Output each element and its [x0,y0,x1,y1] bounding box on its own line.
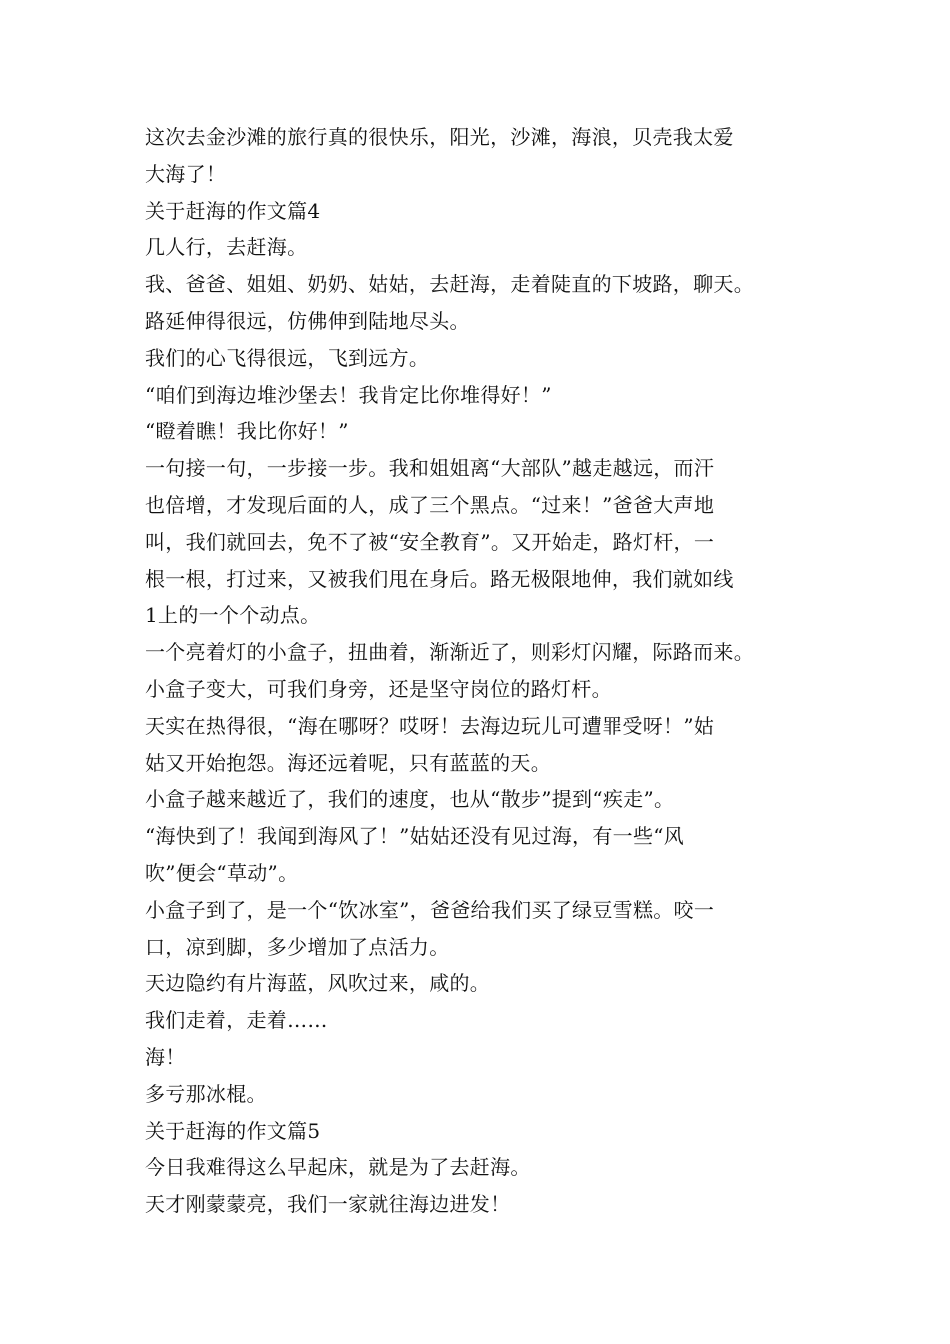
text-line: 路延伸得很远，仿佛伸到陆地尽头。 [145,308,470,333]
text-line: 多亏那冰棍。 [145,1081,267,1106]
text-line: 大海了！ [145,161,227,186]
text-line: 这次去金沙滩的旅行真的很快乐，阳光，沙滩，海浪，贝壳我太爱 [145,125,734,149]
text-line: “咱们到海边堆沙堡去！我肯定比你堆得好！” [145,382,552,407]
text-line: 一个亮着灯的小盒子，扭曲着，渐渐近了，则彩灯闪耀，际路而来。 [145,640,754,665]
text-line: 天才刚蒙蒙亮，我们一家就往海边进发！ [145,1192,511,1217]
text-line: 根一根，打过来，又被我们甩在身后。路无极限地伸，我们就如线 [145,566,734,591]
text-line: 天实在热得很，“海在哪呀？哎呀！去海边玩儿可遭罪受呀！”姑 [145,713,715,738]
text-line: 一句接一句，一步接一步。我和姐姐离“大部队”越走越远，而汗 [145,456,715,481]
text-line: “瞪着瞧！我比你好！” [145,419,349,444]
text-line: 小盒子到了，是一个“饮冰室”，爸爸给我们买了绿豆雪糕。咬一 [145,897,715,922]
section-heading: 关于赶海的作文篇4 [145,198,321,223]
text-line: 今日我难得这么早起床，就是为了去赶海。 [145,1155,531,1180]
text-line: “海快到了！我闻到海风了！”姑姑还没有见过海，有一些“风 [145,824,685,849]
text-line: 我、爸爸、姐姐、奶奶、姑姑，去赶海，走着陡直的下坡路，聊天。 [145,272,754,297]
text-line: 1上的一个个动点。 [145,603,321,628]
text-line: 叫，我们就回去，免不了被“安全教育”。又开始走，路灯杆，一 [145,529,715,554]
text-line: 小盒子变大，可我们身旁，还是坚守岗位的路灯杆。 [145,676,612,701]
text-line: 几人行，去赶海。 [145,235,308,260]
text-line: 海！ [145,1044,186,1069]
section-heading: 关于赶海的作文篇5 [145,1118,321,1143]
text-line: 我们走着，走着…… [145,1008,328,1033]
text-line: 口，凉到脚，多少增加了点活力。 [145,934,450,959]
text-line: 我们的心飞得很远，飞到远方。 [145,345,430,370]
text-line: 吹”便会“草动”。 [145,860,299,885]
text-line: 也倍增，才发现后面的人，成了三个黑点。“过来！”爸爸大声地 [145,492,715,517]
text-line: 天边隐约有片海蓝，风吹过来，咸的。 [145,971,491,996]
text-line: 小盒子越来越近了，我们的速度，也从“散步”提到“疾走”。 [145,787,675,812]
text-line: 姑又开始抱怨。海还远着呢，只有蓝蓝的天。 [145,750,551,775]
